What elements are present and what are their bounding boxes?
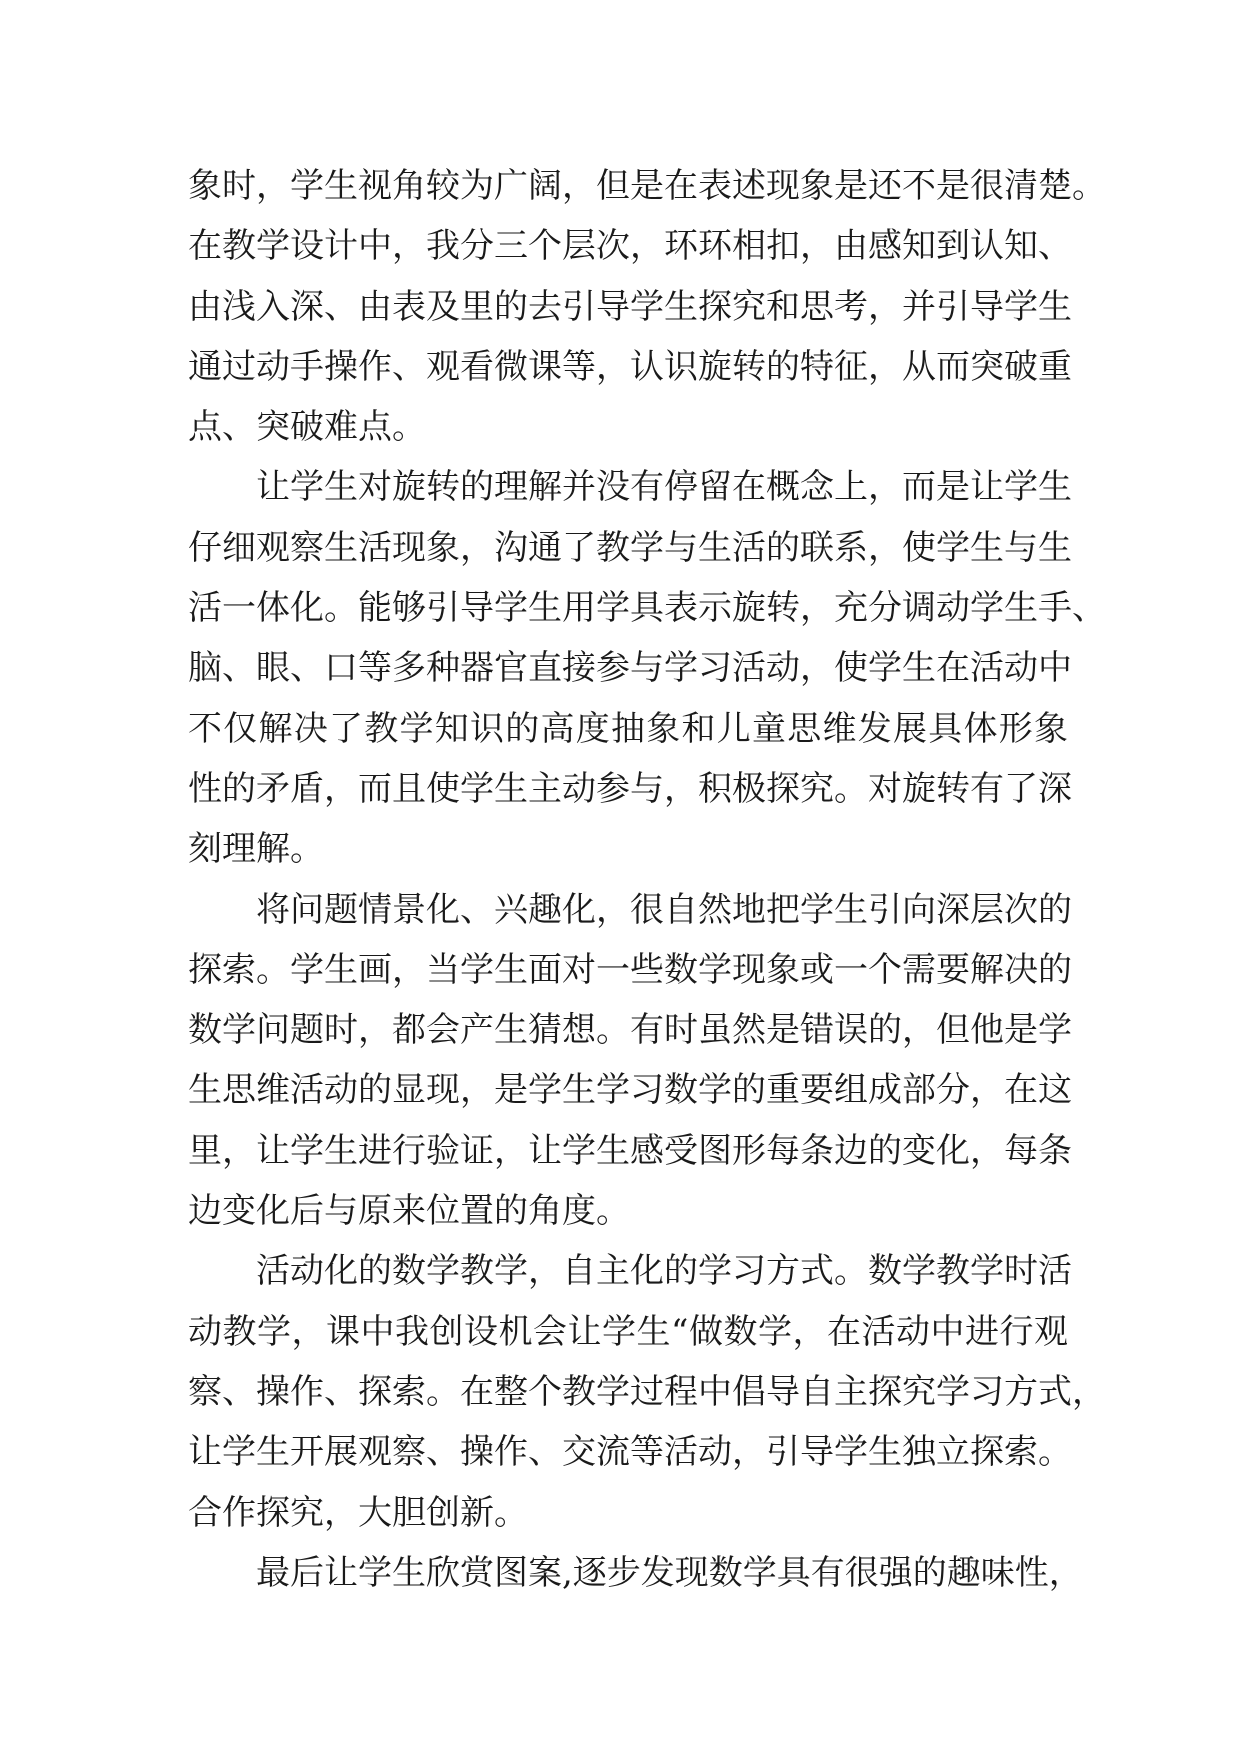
text-line: 点、突破难点。 <box>188 407 426 448</box>
text-line: 象时，学生视角较为广阔，但是在表述现象是还不是很清楚。 <box>188 166 1106 206</box>
text-line: 生思维活动的显现，是学生学习数学的重要组成部分，在这 <box>188 1070 1072 1111</box>
text-line: 脑、眼、口等多种器官直接参与学习活动，使学生在活动中 <box>188 648 1072 689</box>
text-line: 探索。学生画，当学生面对一些数学现象或一个需要解决的 <box>188 949 1072 990</box>
text-line: 边变化后与原来位置的角度。 <box>188 1191 630 1232</box>
text-line: 由浅入深、由表及里的去引导学生探究和思考，并引导学生 <box>188 286 1072 327</box>
text-line: 不仅解决了教学知识的高度抽象和儿童思维发展具体形象 <box>188 708 1068 749</box>
paragraph-first-line: 让学生对旋转的理解并没有停留在概念上，而是让学生 <box>256 467 1072 508</box>
paragraph-first-line: 最后让学生欣赏图案,逐步发现数学具有很强的趣味性， <box>256 1552 1083 1593</box>
text-line: 仔细观察生活现象，沟通了教学与生活的联系，使学生与生 <box>188 527 1072 568</box>
text-line: 活一体化。能够引导学生用学具表示旋转，充分调动学生手、 <box>188 588 1106 629</box>
text-line: 让学生开展观察、操作、交流等活动，引导学生独立探索。 <box>188 1432 1072 1473</box>
text-line: 性的矛盾，而且使学生主动参与，积极探究。对旋转有了深 <box>188 768 1072 809</box>
text-line: 察、操作、探索。在整个教学过程中倡导自主探究学习方式， <box>188 1371 1106 1412</box>
body-text <box>188 156 1106 1603</box>
text-line: 通过动手操作、观看微课等，认识旋转的特征，从而突破重 <box>188 346 1072 387</box>
text-line: 刻理解。 <box>188 829 324 870</box>
paragraph-first-line: 将问题情景化、兴趣化，很自然地把学生引向深层次的 <box>256 889 1072 930</box>
paragraph-first-line: 活动化的数学教学，自主化的学习方式。数学教学时活 <box>256 1251 1072 1292</box>
text-line: 里，让学生进行验证，让学生感受图形每条边的变化，每条 <box>188 1130 1072 1171</box>
text-line: 在教学设计中，我分三个层次，环环相扣，由感知到认知、 <box>188 226 1072 267</box>
text-line: 合作探究，大胆创新。 <box>188 1492 528 1533</box>
text-line: 数学问题时，都会产生猜想。有时虽然是错误的，但他是学 <box>188 1010 1072 1051</box>
text-line: 动教学，课中我创设机会让学生“做数学，在活动中进行观 <box>188 1311 1068 1352</box>
